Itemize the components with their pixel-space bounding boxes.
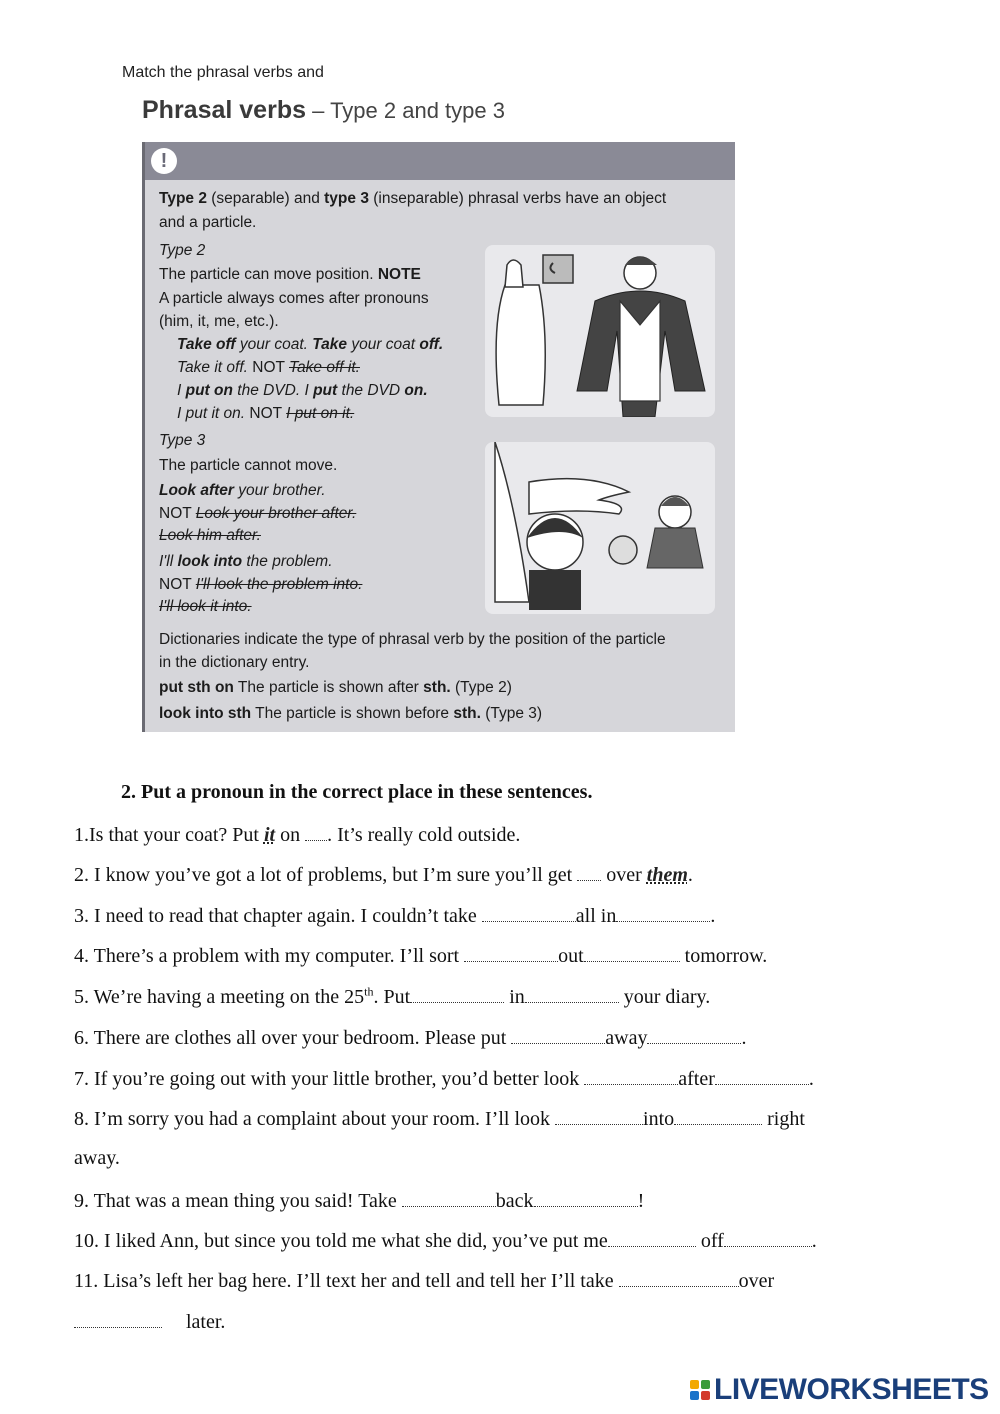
sentence-6: 6. There are clothes all over your bedroom. Please put away . [74,1027,747,1049]
type2-line-2: A particle always comes after pronouns [159,290,429,307]
type3-example-4: I'll look into the problem. [159,553,333,570]
type2-example-1: Take off your coat. Take your coat off. [177,336,444,353]
blank-3b[interactable] [616,903,710,922]
dictionary-line-4: look into sth The particle is shown before sth. (Type 3) [159,705,543,722]
sentence-7: 7. If you’re going out with your little brother, you’d better look after . [74,1068,814,1090]
sentence-11: 11. Lisa’s left her bag here. I’ll text her and tell and tell her I’ll take over [74,1270,775,1292]
blank-11b[interactable] [74,1309,162,1328]
sentence-8: 8. I’m sorry you had a complaint about your room. I’ll look into right [74,1108,805,1130]
logo-wordmark: LIVEWORKSHEETS [714,1373,989,1406]
blank-7a[interactable] [584,1066,678,1085]
blank-8a[interactable] [555,1106,643,1125]
babysitting-drawing [485,442,715,614]
intro-line-1: Type 2 (separable) and type 3 (inseparable) phrasal verbs have an object [159,190,667,207]
blank-5b[interactable] [525,984,619,1003]
grammar-box [142,142,735,732]
coat-illustration [485,245,715,417]
type3-example-2: NOT Look your brother after. [159,505,357,522]
type3-example-6: I'll look it into. [159,598,252,615]
exclamation-icon: ! [151,148,177,174]
type3-example-5: NOT I'll look the problem into. [159,576,363,593]
title-sub: – Type 2 and type 3 [306,98,505,123]
sentence-5: 5. We’re having a meeting on the 25th. Put in your diary. [74,984,711,1008]
sentence-3: 3. I need to read that chapter again. I couldn’t take all in . [74,905,716,927]
blank-2a[interactable] [577,862,601,881]
sentence-4: 4. There’s a problem with my computer. I’ll sort out tomorrow. [74,945,768,967]
type2-line-1: The particle can move position. NOTE [159,266,421,283]
blank-10a[interactable] [608,1228,696,1247]
blank-3a[interactable] [482,903,576,922]
blank-6a[interactable] [511,1025,605,1044]
type2-example-2: Take it off. NOT Take off it. [177,359,360,376]
blank-4b[interactable] [584,943,680,962]
intro-line-2: and a particle. [159,214,257,231]
sentence-11-continued: later. [74,1309,225,1334]
type2-example-3: I put on the DVD. I put the DVD on. [177,382,428,399]
blank-8b[interactable] [674,1106,762,1125]
coat-drawing [485,245,715,417]
dictionary-line-2: in the dictionary entry. [159,654,310,671]
answer-them[interactable]: them [646,864,688,886]
sentence-8-continued: away. [74,1147,120,1169]
instruction-text: Match the phrasal verbs and [122,64,324,81]
sentence-2: 2. I know you’ve got a lot of problems, but I’m sure you’ll get over them. [74,864,693,886]
type3-line-1: The particle cannot move. [159,457,338,474]
grammar-box-title [142,96,505,125]
type2-heading: Type 2 [159,242,206,259]
blank-11a[interactable] [619,1268,739,1287]
answer-it[interactable]: it [263,824,276,846]
type3-example-1: Look after your brother. [159,482,326,499]
sentence-9: 9. That was a mean thing you said! Take back ! [74,1190,645,1212]
blank-9a[interactable] [402,1188,496,1207]
sentence-10: 10. I liked Ann, but since you told me what she did, you’ve put me off . [74,1230,817,1252]
sentence-1: 1.Is that your coat? Put it on . It’s really cold outside. [74,824,521,846]
blank-5a[interactable] [410,984,504,1003]
liveworksheets-logo [690,1374,989,1406]
blank-9b[interactable] [534,1188,638,1207]
type2-line-3: (him, it, me, etc.). [159,313,279,330]
logo-mark-icon [690,1380,710,1400]
type3-heading: Type 3 [159,432,206,449]
exercise-title: 2. Put a pronoun in the correct place in these sentences. [121,781,593,803]
dictionary-line-1: Dictionaries indicate the type of phrasal verb by the position of the particle [159,631,666,648]
type2-example-4: I put it on. NOT I put on it. [177,405,355,422]
babysitting-illustration [485,442,715,614]
blank-6b[interactable] [647,1025,741,1044]
blank-7b[interactable] [715,1066,809,1085]
blank-4a[interactable] [464,943,558,962]
dictionary-line-3: put sth on The particle is shown after sth. (Type 2) [159,679,512,696]
blank-10b[interactable] [724,1228,812,1247]
title-main: Phrasal verbs [142,96,306,124]
grammar-box-header-bar [145,142,735,180]
type3-example-3: Look him after. [159,527,261,544]
blank-1a[interactable] [305,822,327,841]
